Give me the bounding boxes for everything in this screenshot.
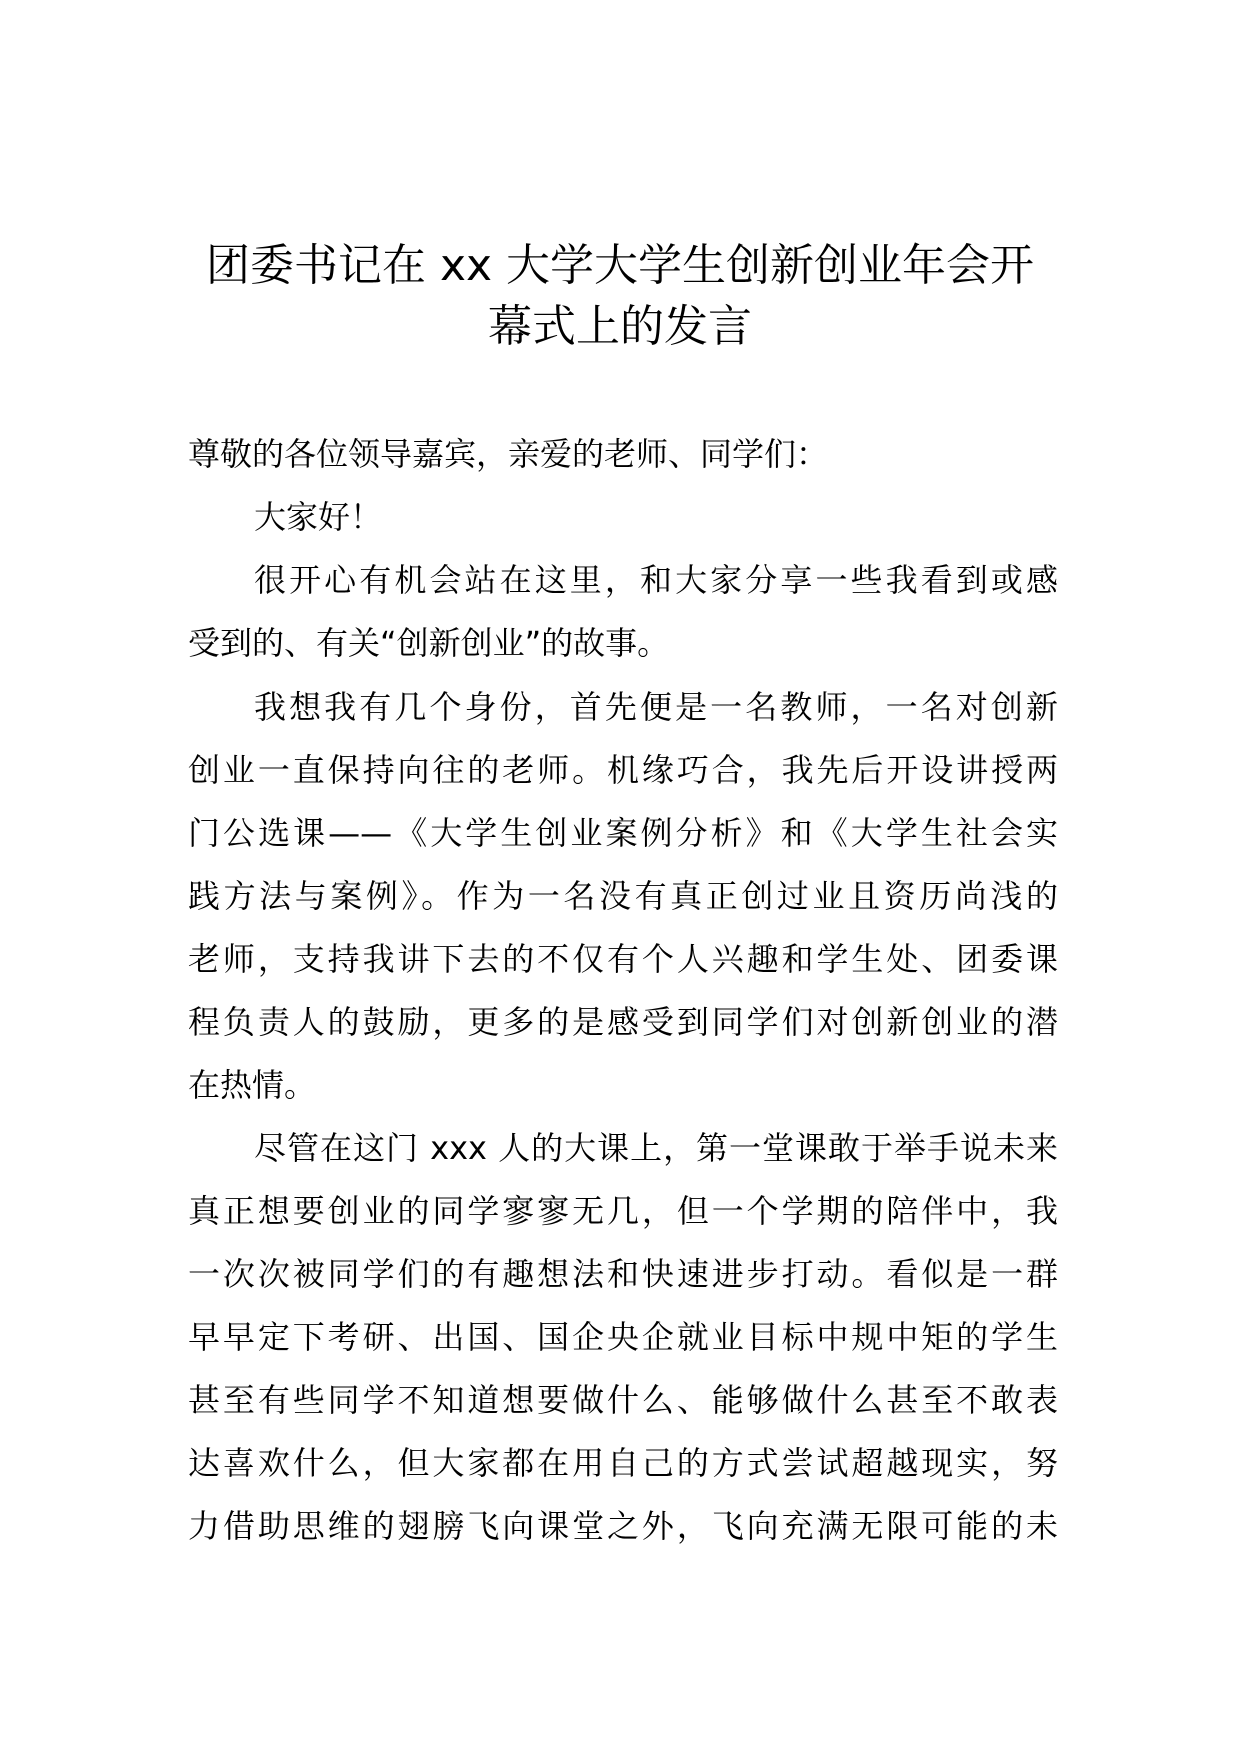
paragraph-line: 老师，支持我讲下去的不仅有个人兴趣和学生处、团委课	[188, 940, 1058, 978]
paragraph-line: 甚至有些同学不知道想要做什么、能够做什么甚至不敢表	[188, 1381, 1058, 1419]
paragraph-line: 践方法与案例》。作为一名没有真正创过业且资历尚浅的	[188, 877, 1058, 915]
paragraph-line: 真正想要创业的同学寥寥无几，但一个学期的陪伴中，我	[188, 1192, 1058, 1230]
paragraph-line: 很开心有机会站在这里，和大家分享一些我看到或感	[254, 561, 1058, 599]
title-line: 幕式上的发言	[488, 301, 752, 352]
salutation-line: 尊敬的各位领导嘉宾，亲爱的老师、同学们：	[188, 435, 829, 473]
paragraph-line: 受到的、有关“创新创业”的故事。	[188, 624, 670, 662]
paragraph-line: 早早定下考研、出国、国企央企就业目标中规中矩的学生	[188, 1318, 1058, 1356]
paragraph-line: 我想我有几个身份，首先便是一名教师，一名对创新	[254, 688, 1058, 726]
paragraph-line: 尽管在这门 xxx 人的大课上，第一堂课敢于举手说未来	[254, 1129, 1058, 1167]
paragraph-line: 达喜欢什么，但大家都在用自己的方式尝试超越现实，努	[188, 1444, 1058, 1482]
paragraph-line: 在热情。	[188, 1066, 317, 1104]
greeting-line: 大家好！	[254, 498, 383, 536]
paragraph-line: 创业一直保持向往的老师。机缘巧合，我先后开设讲授两	[188, 751, 1058, 789]
paragraph-line: 力借助思维的翅膀飞向课堂之外，飞向充满无限可能的未	[188, 1507, 1058, 1545]
paragraph-line: 一次次被同学们的有趣想法和快速进步打动。看似是一群	[188, 1255, 1058, 1293]
paragraph-line: 程负责人的鼓励，更多的是感受到同学们对创新创业的潜	[188, 1003, 1058, 1041]
title-line: 团委书记在 xx 大学大学生创新创业年会开	[205, 240, 1035, 291]
paragraph-line: 门公选课——《大学生创业案例分析》和《大学生社会实	[188, 814, 1058, 852]
